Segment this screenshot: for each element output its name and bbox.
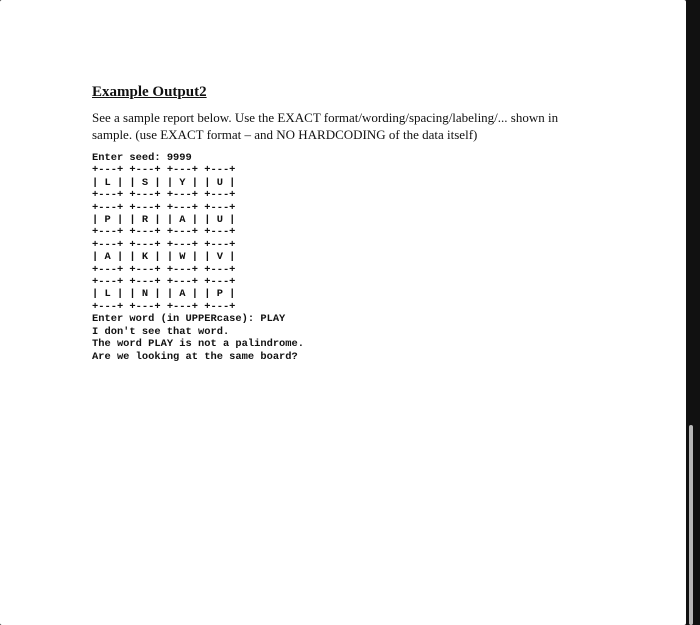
section-heading: Example Output2 (92, 84, 207, 100)
console-line-palindrome: The word PLAY is not a palindrome. (92, 338, 305, 351)
console-line-seed: Enter seed: 9999 (92, 152, 192, 164)
console-line-same-board: Are we looking at the same board? (92, 350, 298, 363)
console-output (92, 152, 592, 363)
console-line-not-found: I don't see that word. (92, 325, 230, 338)
board-row-3-bottom: +---+ +---+ +---+ +---+ (92, 263, 236, 276)
board-row-2-letters: | P | | R | | A | | U | (92, 214, 236, 227)
board-row-2-bottom: +---+ +---+ +---+ +---+ (92, 226, 236, 239)
console-line-word-prompt: Enter word (in UPPERcase): PLAY (92, 313, 286, 326)
board-row-3-letters: | A | | K | | W | | V | (92, 251, 236, 264)
board-row-4-letters: | L | | N | | A | | P | (92, 288, 236, 301)
section-description: See a sample report below. Use the EXACT format/wording/spacing/labeling/... shown in sample. (use EXACT format – and NO HARDCODING of the data itself) (92, 110, 559, 142)
document-content (92, 84, 592, 363)
board-row-1-bottom: +---+ +---+ +---+ +---+ (92, 189, 236, 202)
board-row-4-bottom: +---+ +---+ +---+ +---+ (92, 300, 236, 313)
board-row-4-top: +---+ +---+ +---+ +---+ (92, 276, 236, 289)
board-row-3-top: +---+ +---+ +---+ +---+ (92, 238, 236, 251)
board-row-1-letters: | L | | S | | Y | | U | (92, 176, 236, 189)
board-row-2-top: +---+ +---+ +---+ +---+ (92, 201, 236, 214)
vertical-scrollbar[interactable] (689, 425, 693, 625)
board-row-1-top: +---+ +---+ +---+ +---+ (92, 164, 236, 177)
